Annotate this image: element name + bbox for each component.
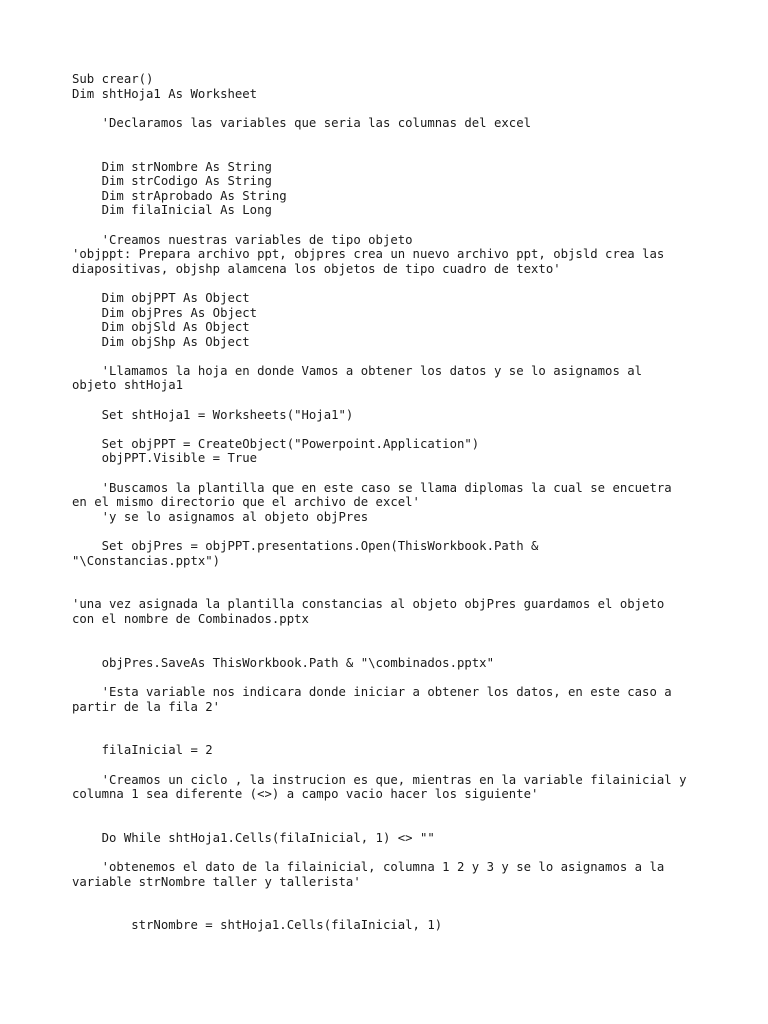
code-line: 'Creamos un ciclo , la instrucion es que, mientras en la variable filainicial y (72, 772, 687, 787)
code-line: Dim strNombre As String (72, 159, 272, 174)
code-line: "\Constancias.pptx") (72, 553, 221, 568)
code-line: Set objPPT = CreateObject("Powerpoint.Application") (72, 436, 480, 451)
code-line: con el nombre de Combinados.pptx (72, 611, 309, 626)
code-line (72, 670, 732, 685)
code-line: Dim objPres As Object (72, 305, 258, 320)
code-line: 'una vez asignada la plantilla constancias al objeto objPres guardamos el objeto (72, 597, 665, 612)
document-page (72, 72, 732, 933)
code-line: objeto shtHoja1 (72, 378, 184, 393)
code-line (72, 714, 732, 729)
code-line: variable strNombre taller y tallerista' (72, 874, 361, 889)
code-line (72, 466, 732, 481)
code-line: objPPT.Visible = True (72, 451, 258, 466)
code-line: 'y se lo asignamos al objeto objPres (72, 509, 369, 524)
code-line (72, 524, 732, 539)
code-line: Do While shtHoja1.Cells(filaInicial, 1) <> "" (72, 830, 435, 845)
code-line: objPres.SaveAs ThisWorkbook.Path & "\combinados.pptx" (72, 655, 494, 670)
code-line: Dim shtHoja1 As Worksheet (72, 86, 258, 101)
code-line: Dim objSld As Object (72, 320, 250, 335)
code-line (72, 641, 732, 656)
code-line (72, 758, 732, 773)
code-line (72, 845, 732, 860)
code-line: Set objPres = objPPT.presentations.Open(ThisWorkbook.Path & (72, 539, 539, 553)
code-line: 'Llamamos la hoja en donde Vamos a obtener los datos y se lo asignamos al (72, 363, 643, 378)
code-line: 'Declaramos las variables que seria las columnas del excel (72, 115, 532, 130)
code-line: filaInicial = 2 (72, 743, 213, 758)
code-line (72, 422, 732, 437)
code-line: 'objppt: Prepara archivo ppt, objpres crea un nuevo archivo ppt, objsld crea las (72, 247, 665, 262)
code-line: strNombre = shtHoja1.Cells(filaInicial, 1) (72, 918, 443, 933)
code-line: Dim filaInicial As Long (72, 203, 272, 218)
code-line: 'obtenemos el dato de la filainicial, columna 1 2 y 3 y se lo asignamos a la (72, 860, 665, 875)
code-line: Dim strCodigo As String (72, 174, 272, 189)
code-line (72, 145, 732, 160)
code-line (72, 393, 732, 408)
code-line (72, 218, 732, 233)
code-line: Set shtHoja1 = Worksheets("Hoja1") (72, 407, 354, 422)
code-line: Dim objShp As Object (72, 334, 250, 349)
code-line: Sub crear() (72, 72, 154, 86)
code-line (72, 729, 732, 744)
code-line: 'Creamos nuestras variables de tipo objeto (72, 232, 413, 247)
code-line: 'Esta variable nos indicara donde iniciar a obtener los datos, en este caso a (72, 684, 672, 699)
code-line (72, 816, 732, 831)
code-line (72, 276, 732, 291)
code-line (72, 583, 732, 598)
code-line (72, 802, 732, 817)
code-line (72, 568, 732, 583)
code-line: 'Buscamos la plantilla que en este caso se llama diplomas la cual se encuetra (72, 480, 672, 495)
code-line: Dim strAprobado As String (72, 188, 287, 203)
code-line: columna 1 sea diferente (<>) a campo vacio hacer los siguiente' (72, 787, 539, 802)
code-line (72, 101, 732, 116)
code-line (72, 889, 732, 904)
code-line (72, 349, 732, 364)
code-line (72, 904, 732, 919)
code-line (72, 627, 732, 642)
code-line (72, 130, 732, 145)
code-line: diapositivas, objshp alamcena los objetos de tipo cuadro de texto' (72, 261, 561, 276)
code-line: Dim objPPT As Object (72, 290, 250, 305)
code-line: en el mismo directorio que el archivo de excel' (72, 495, 420, 510)
code-line: partir de la fila 2' (72, 699, 221, 714)
